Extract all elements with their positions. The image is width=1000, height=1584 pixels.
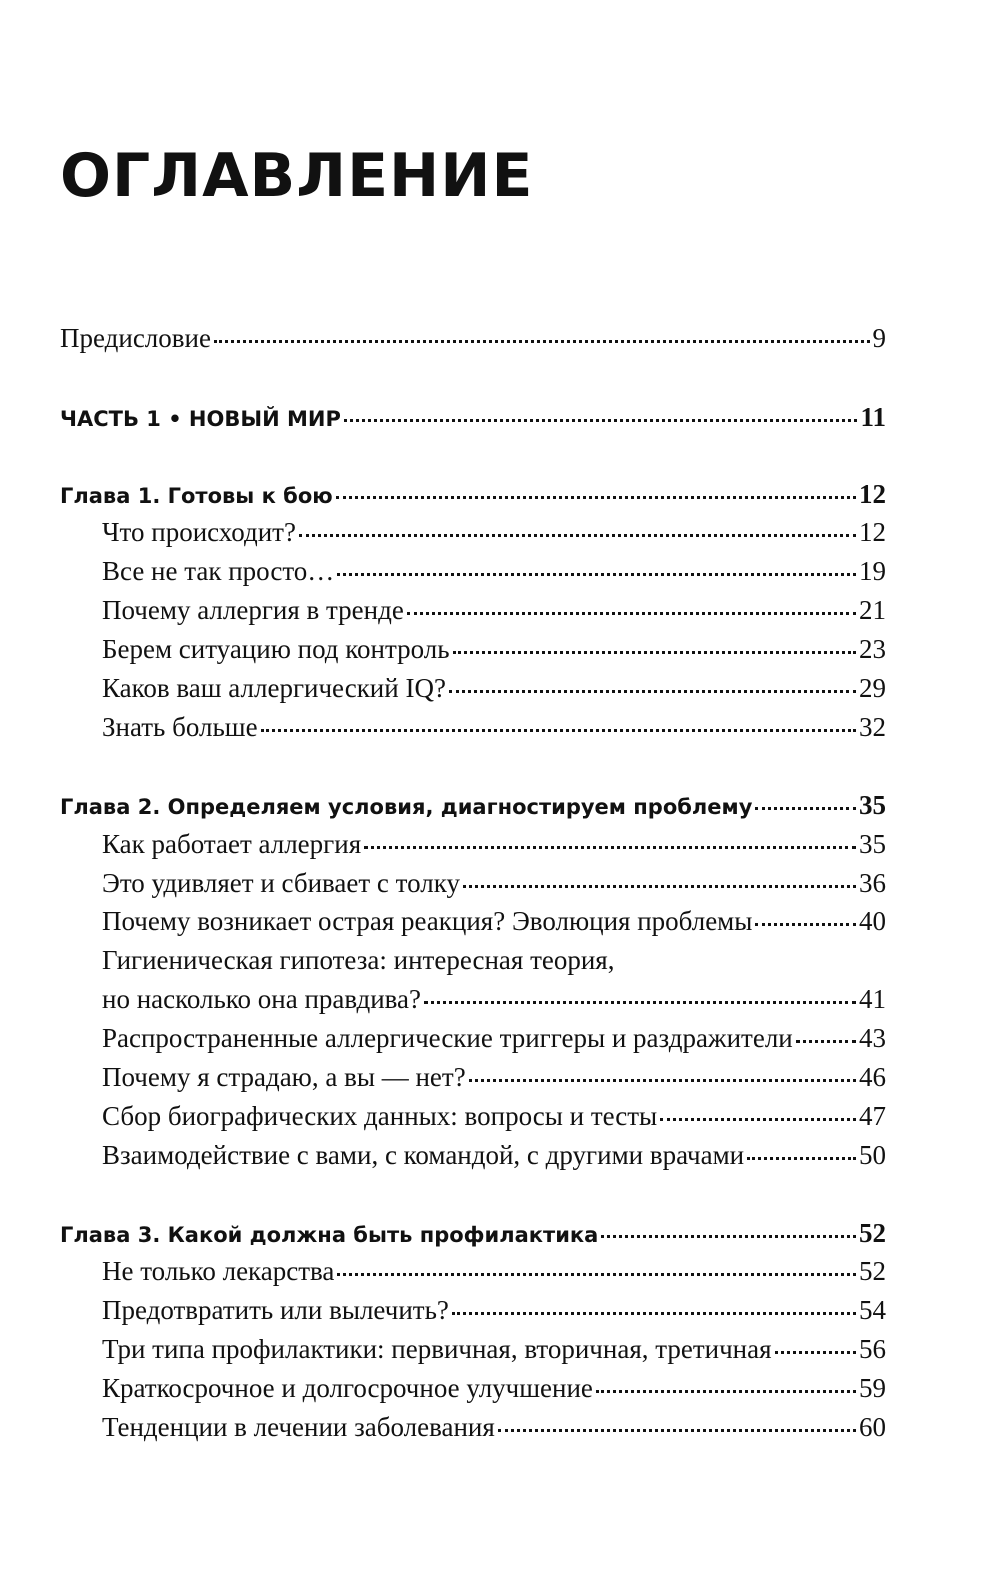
toc-section-label: Распространенные аллергические триггеры и раздражители [102, 1023, 793, 1053]
toc-section-label: Взаимодействие с вами, с командой, с другими врачами [102, 1140, 745, 1170]
dot-leader [498, 1429, 856, 1432]
dot-leader [796, 1040, 856, 1043]
toc-section-label: Тенденции в лечении заболевания [102, 1412, 495, 1442]
toc-entry-page: 54 [859, 1295, 886, 1325]
toc-section[interactable] [102, 1412, 886, 1450]
toc-entry-page: 56 [859, 1334, 886, 1364]
toc-chapter-1[interactable] [60, 479, 886, 517]
toc-entry-page: 52 [859, 1256, 886, 1286]
dot-leader [452, 1312, 856, 1315]
toc-section[interactable] [102, 1023, 886, 1061]
dot-leader [344, 419, 858, 422]
toc-entry-page: 35 [859, 829, 886, 859]
dot-leader [463, 885, 856, 888]
toc-entry-page: 60 [859, 1412, 886, 1442]
toc-entry-page: 12 [859, 479, 886, 509]
toc-chapter-label: Глава 2. Определяем условия, диагностируем проблему [60, 795, 753, 819]
toc-part-1[interactable] [60, 402, 886, 440]
toc-entry-page: 52 [859, 1218, 886, 1248]
dot-leader [364, 846, 856, 849]
toc-entry-page: 12 [859, 517, 886, 547]
toc-chapter-label: Глава 3. Какой должна быть профилактика [60, 1223, 599, 1247]
toc-section[interactable] [102, 1256, 886, 1294]
toc-section[interactable] [102, 984, 886, 1022]
toc-entry-page: 32 [859, 712, 886, 742]
dot-leader [424, 1001, 856, 1004]
toc-entry-page: 46 [859, 1062, 886, 1092]
toc-section-label: Предотвратить или вылечить? [102, 1295, 449, 1325]
dot-leader [747, 1157, 856, 1160]
toc-section[interactable] [102, 829, 886, 867]
toc-entry-page: 41 [859, 984, 886, 1014]
dot-leader [261, 729, 856, 732]
toc-entry-page: 40 [859, 906, 886, 936]
toc-section[interactable] [102, 1101, 886, 1139]
toc-section-label: Каков ваш аллергический IQ? [102, 673, 446, 703]
dot-leader [337, 573, 856, 576]
toc-section[interactable] [102, 673, 886, 711]
toc-section-label: Знать больше [102, 712, 258, 742]
toc-section[interactable] [102, 1334, 886, 1372]
dot-leader [453, 651, 856, 654]
toc-section[interactable] [102, 556, 886, 594]
toc-chapter-2[interactable] [60, 790, 886, 828]
toc-section[interactable] [102, 634, 886, 672]
page-title: ОГЛАВЛЕНИЕ [60, 141, 534, 211]
dot-leader [755, 807, 856, 810]
toc-section-label: Почему аллергия в тренде [102, 595, 404, 625]
toc-section-label: Гигиеническая гипотеза: интересная теория, [102, 945, 615, 975]
dot-leader [601, 1235, 856, 1238]
toc-section[interactable] [102, 1140, 886, 1178]
toc-entry-page: 43 [859, 1023, 886, 1053]
toc-section-label: Сбор биографических данных: вопросы и тесты [102, 1101, 658, 1131]
dot-leader [407, 612, 856, 615]
toc-section[interactable] [102, 868, 886, 906]
toc-entry-page: 50 [859, 1140, 886, 1170]
dot-leader [469, 1079, 856, 1082]
toc-entry-page: 35 [859, 790, 886, 820]
dot-leader [660, 1118, 856, 1121]
toc-section-label: Берем ситуацию под контроль [102, 634, 450, 664]
toc-section-label: Что происходит? [102, 517, 296, 547]
toc-section[interactable] [102, 1062, 886, 1100]
toc-entry-page: 19 [859, 556, 886, 586]
dot-leader [299, 534, 856, 537]
dot-leader [755, 923, 856, 926]
toc-section-label: Как работает аллергия [102, 829, 362, 859]
toc-section[interactable] [102, 1295, 886, 1333]
toc-section-label: но насколько она правдива? [102, 984, 422, 1014]
dot-leader [596, 1390, 856, 1393]
dot-leader [449, 690, 856, 693]
toc-chapter-3[interactable] [60, 1218, 886, 1256]
toc-entry-page: 11 [860, 402, 886, 432]
toc-section-label: Почему возникает острая реакция? Эволюция проблемы [102, 906, 753, 936]
dot-leader [336, 496, 856, 499]
dot-leader [214, 340, 870, 343]
toc-entry-page: 29 [859, 673, 886, 703]
toc-entry-page: 23 [859, 634, 886, 664]
toc-entry-page: 21 [859, 595, 886, 625]
toc-section-label: Три типа профилактики: первичная, вторичная, третичная [102, 1334, 772, 1364]
toc-section-label: Краткосрочное и долгосрочное улучшение [102, 1373, 593, 1403]
toc-section[interactable] [102, 1373, 886, 1411]
toc-section[interactable] [102, 595, 886, 633]
toc-part-label: ЧАСТЬ 1 • НОВЫЙ МИР [60, 407, 341, 431]
toc-entry-page: 9 [872, 323, 886, 353]
toc-entry-page: 47 [859, 1101, 886, 1131]
toc-section[interactable] [102, 906, 886, 944]
dot-leader [337, 1273, 856, 1276]
toc-entry-page: 36 [859, 868, 886, 898]
toc-chapter-label: Глава 1. Готовы к бою [60, 484, 333, 508]
toc-section-first-line[interactable] [102, 945, 886, 983]
toc-section-label: Это удивляет и сбивает с толку [102, 868, 460, 898]
toc-section[interactable] [102, 517, 886, 555]
toc-section[interactable] [102, 712, 886, 750]
toc-section-label: Почему я страдаю, а вы — нет? [102, 1062, 466, 1092]
toc-section-label: Все не так просто… [102, 556, 335, 586]
dot-leader [775, 1351, 856, 1354]
toc-entry-preface[interactable] [60, 323, 886, 361]
toc-entry-page: 59 [859, 1373, 886, 1403]
toc-section-label: Не только лекарства [102, 1256, 335, 1286]
toc-entry-label: Предисловие [60, 323, 211, 353]
